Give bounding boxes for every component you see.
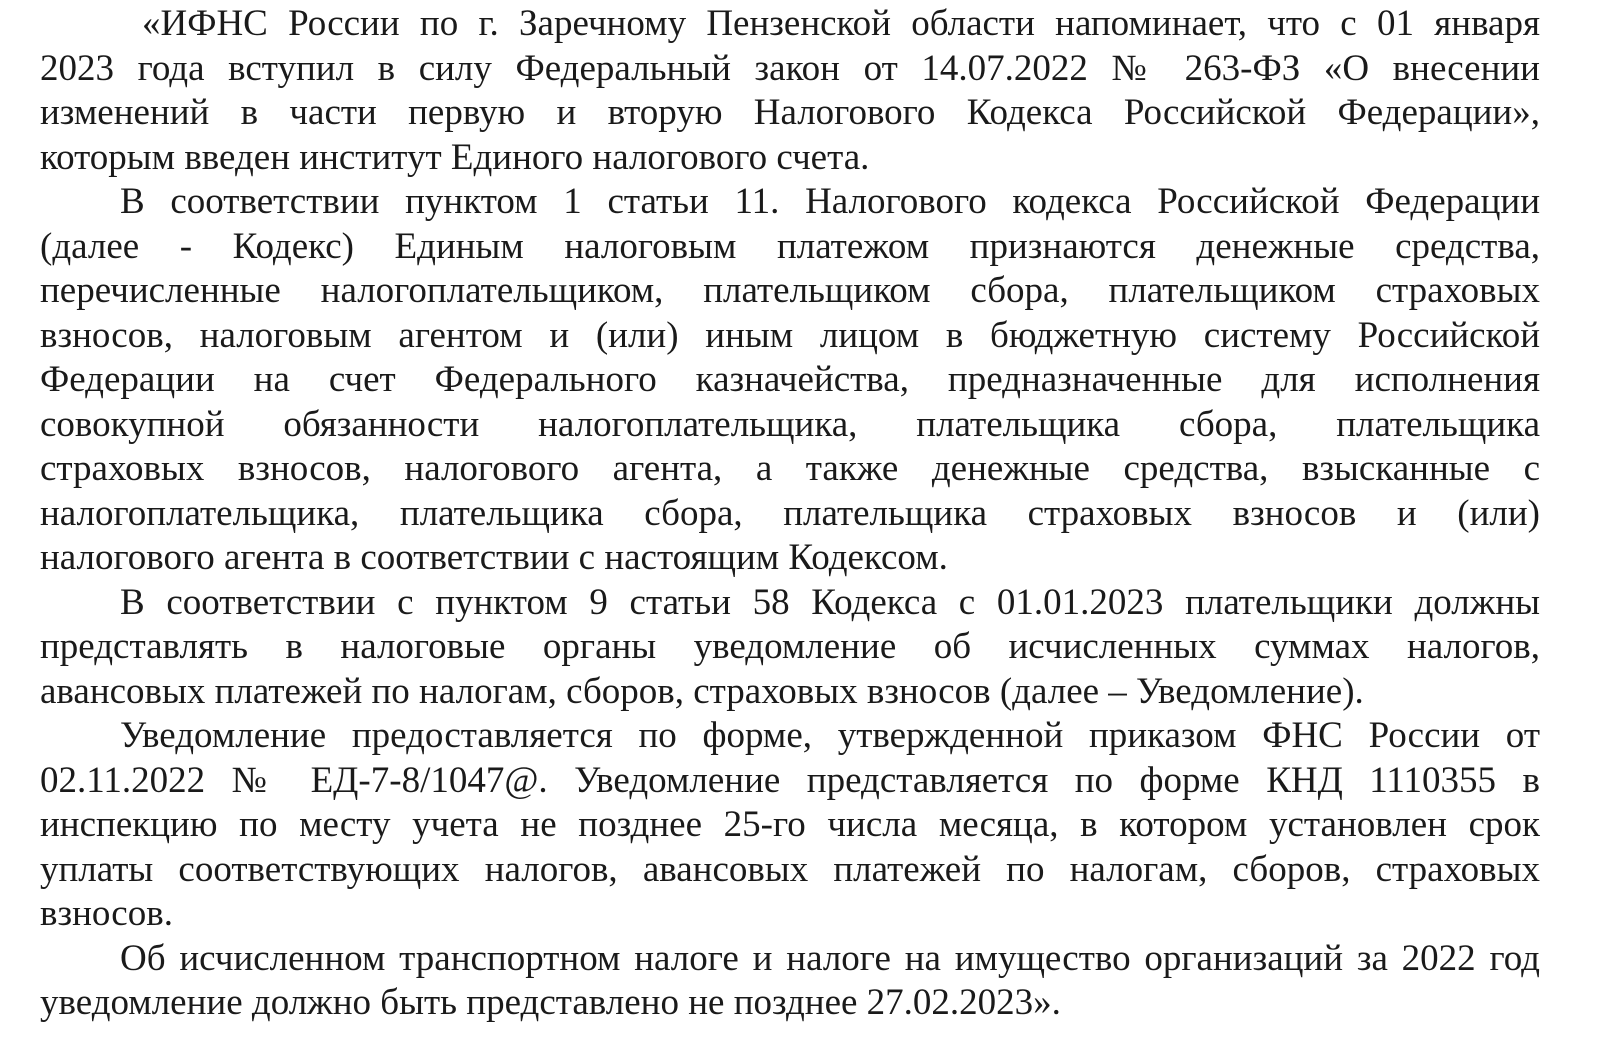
paragraph-line: налогоплательщика, плательщика сбора, плательщика страховых взносов и (или) — [40, 492, 1540, 534]
paragraph-2 — [40, 180, 1540, 581]
paragraph-line: Федерации на счет Федерального казначейства, предназначенные для исполнения — [40, 359, 1540, 400]
document-body — [40, 2, 1540, 1026]
paragraph-line: уплаты соответствующих налогов, авансовых платежей по налогам, сборов, страховых — [40, 848, 1540, 890]
paragraph-line: Об исчисленном транспортном налоге и налоге на имущество организаций за 2022 год — [120, 937, 1540, 979]
paragraph-line: В соответствии пунктом 1 статьи 11. Налогового кодекса Российской Федерации — [120, 181, 1540, 222]
paragraph-line: изменений в части первую и вторую Налогового Кодекса Российской Федерации», — [40, 92, 1540, 133]
paragraph-line: 2023 года вступил в силу Федеральный закон от 14.07.2022 № 263-ФЗ «О внесении — [40, 47, 1540, 89]
paragraph-line: перечисленные налогоплательщиком, плательщиком сбора, плательщиком страховых — [40, 270, 1540, 311]
paragraph-line: авансовых платежей по налогам, сборов, страховых взносов (далее – Уведомление). — [40, 670, 1364, 712]
paragraph-line: Уведомление предоставляется по форме, утвержденной приказом ФНС России от — [120, 715, 1540, 756]
paragraph-1 — [40, 2, 1540, 180]
paragraph-line: совокупной обязанности налогоплательщика, плательщика сбора, плательщика — [40, 403, 1540, 445]
paragraph-line: «ИФНС России по г. Заречному Пензенской области напоминает, что с 01 января — [142, 3, 1540, 44]
paragraph-line: которым введен институт Единого налогового счета. — [40, 136, 870, 178]
paragraph-3 — [40, 581, 1540, 715]
paragraph-line: представлять в налоговые органы уведомление об исчисленных суммах налогов, — [40, 626, 1540, 667]
paragraph-line: взносов, налоговым агентом и (или) иным лицом в бюджетную систему Российской — [40, 314, 1540, 356]
paragraph-line: 02.11.2022 № ЕД-7-8/1047@. Уведомление представляется по форме КНД 1110355 в — [40, 759, 1540, 801]
paragraph-line: (далее - Кодекс) Единым налоговым платежом признаются денежные средства, — [40, 225, 1540, 267]
paragraph-line: страховых взносов, налогового агента, а также денежные средства, взысканные с — [40, 448, 1540, 489]
paragraph-line: взносов. — [40, 893, 173, 934]
paragraph-line: налогового агента в соответствии с настоящим Кодексом. — [40, 537, 948, 578]
paragraph-line: инспекцию по месту учета не позднее 25-го числа месяца, в котором установлен срок — [40, 804, 1540, 845]
paragraph-4 — [40, 714, 1540, 937]
paragraph-line: В соответствии с пунктом 9 статьи 58 Кодекса с 01.01.2023 плательщики должны — [120, 581, 1540, 623]
paragraph-5 — [40, 937, 1540, 1026]
paragraph-line: уведомление должно быть представлено не позднее 27.02.2023». — [40, 982, 1061, 1023]
